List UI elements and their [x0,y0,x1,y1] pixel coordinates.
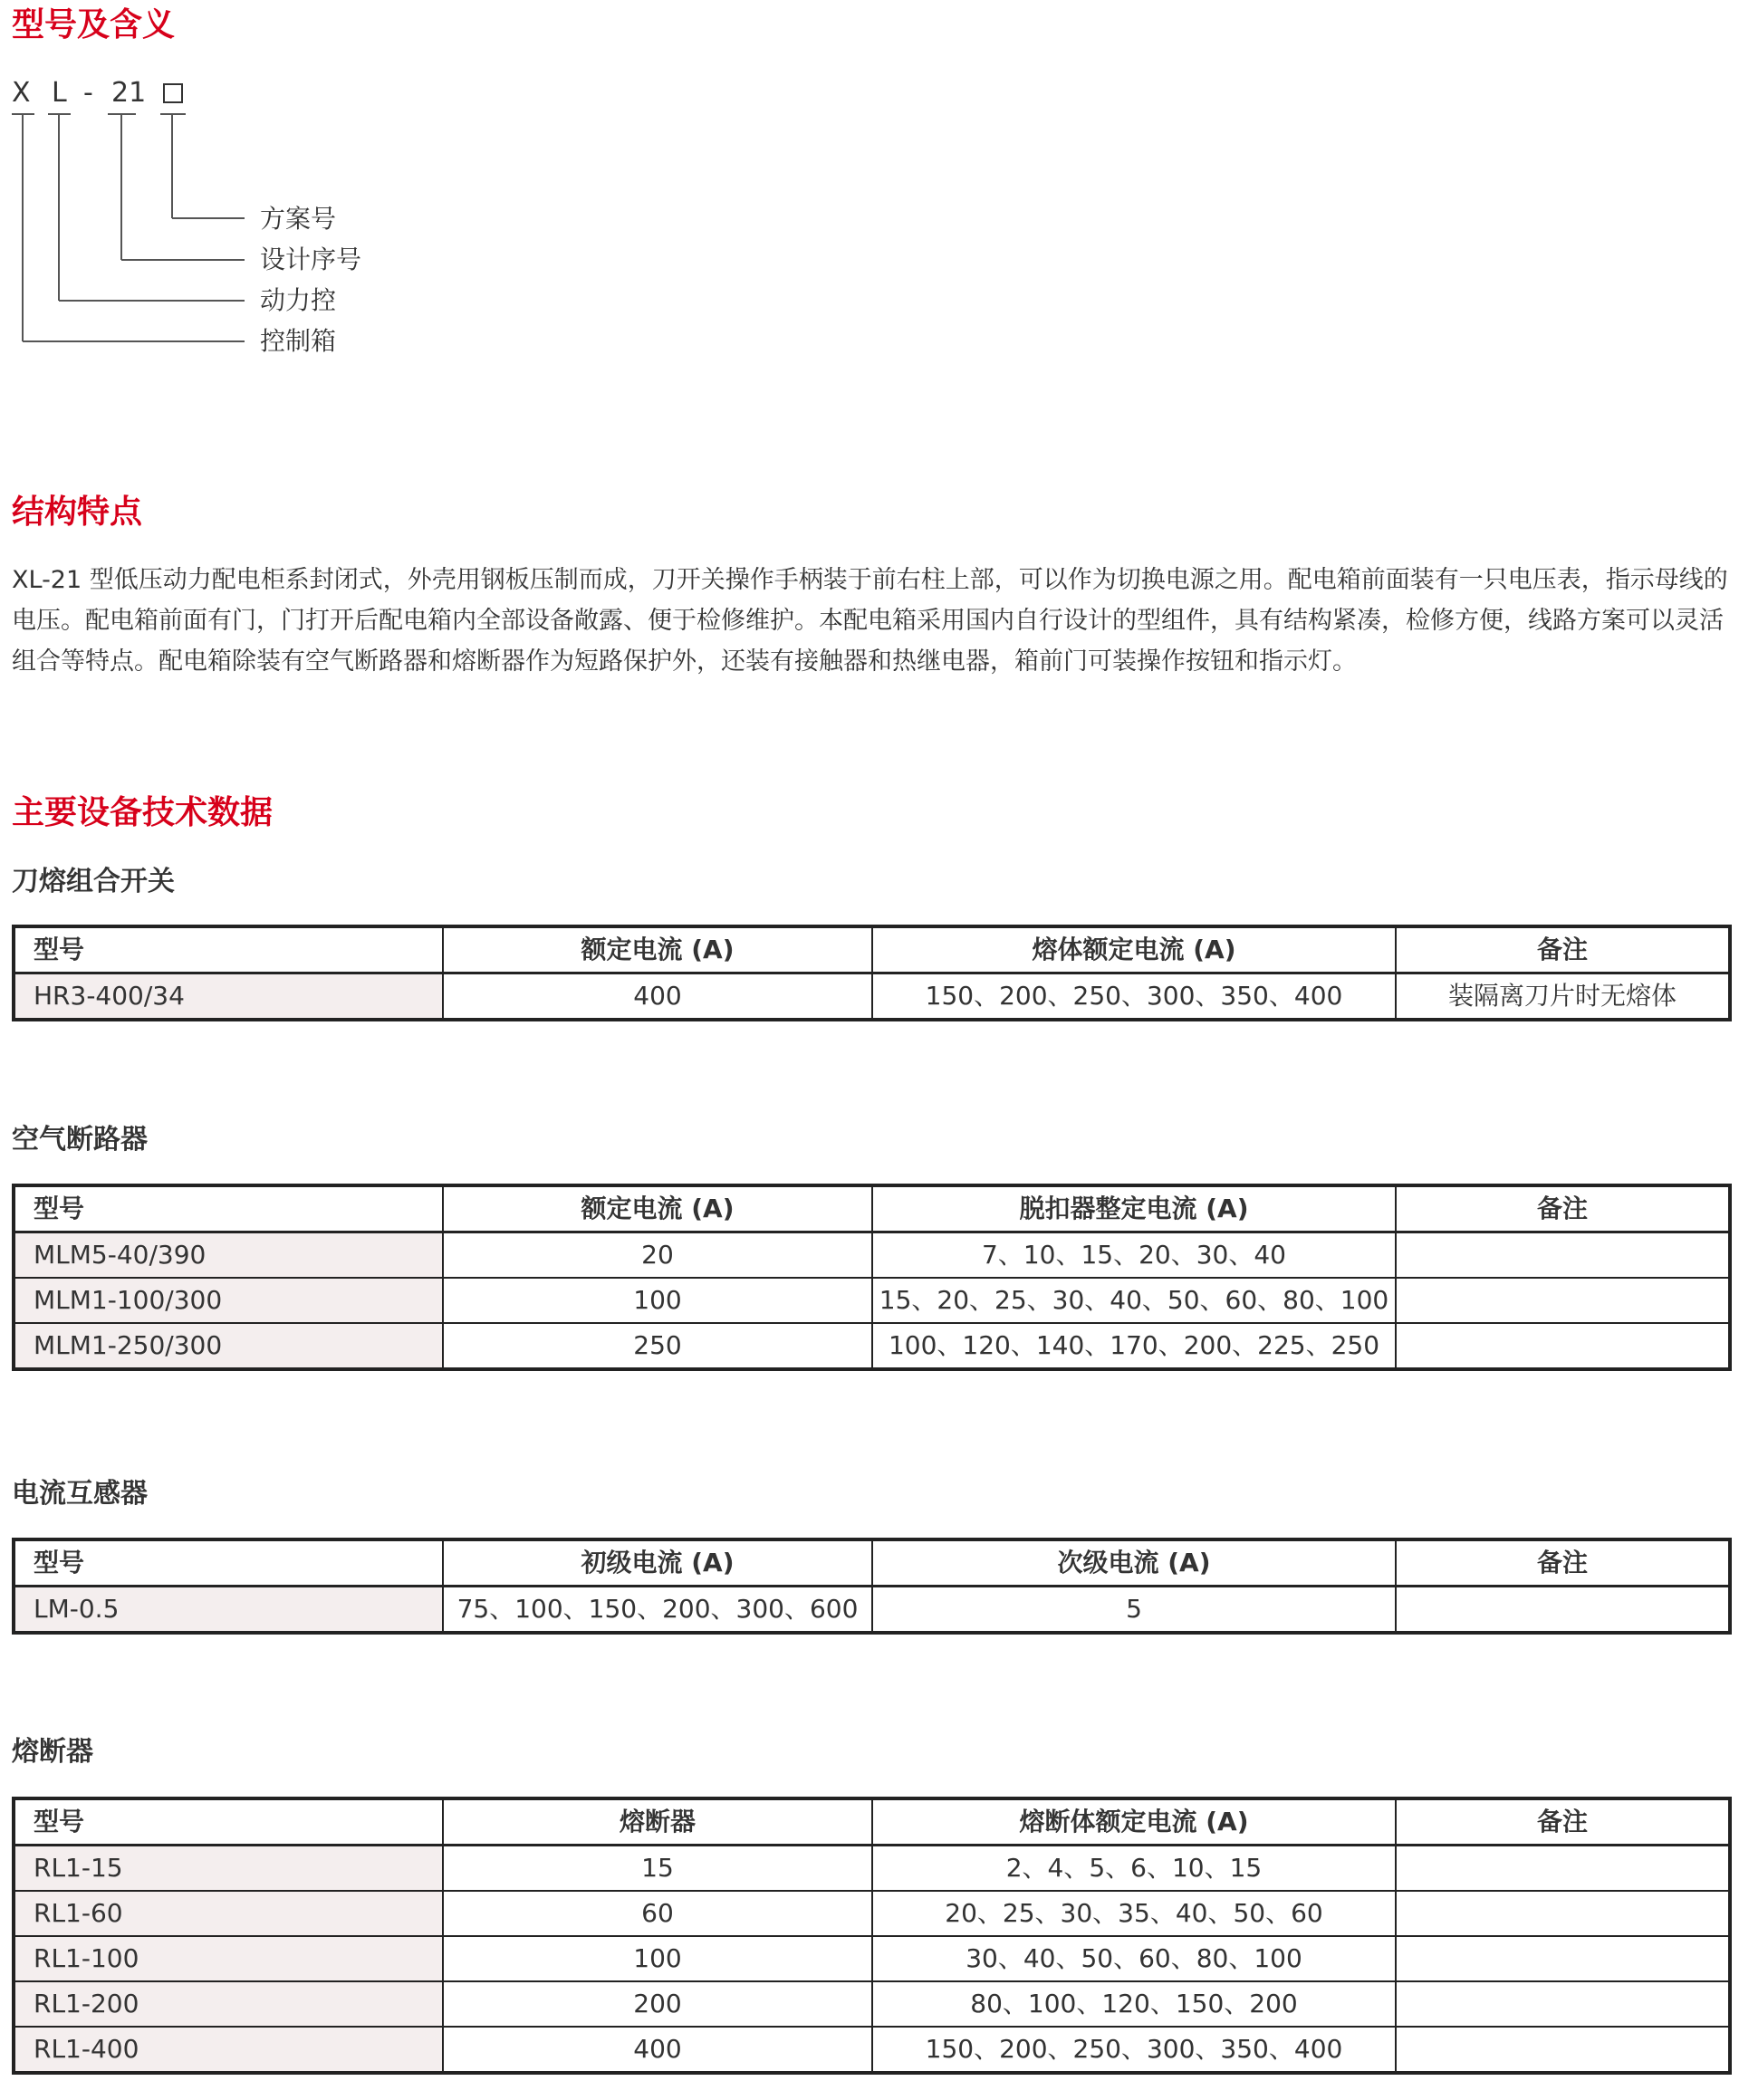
legend-control-box: 控制箱 [260,326,337,356]
header-remark: 备注 [1396,1798,1730,1846]
code-char-dash: - [83,77,93,109]
cell-fuse-link-current: 20、25、30、35、40、50、60 [872,1891,1396,1936]
cell-primary-current: 75、100、150、200、300、600 [443,1587,872,1634]
cell-rated-current: 250 [443,1323,872,1369]
cell-remark [1396,1846,1730,1892]
header-secondary-current: 次级电流 (A) [872,1539,1396,1587]
table-fuse [12,1797,1732,2075]
cell-remark [1396,1232,1730,1279]
cell-remark [1396,1891,1730,1936]
cell-trip-setting-current: 7、10、15、20、30、40 [872,1232,1396,1279]
cell-rated-current: 20 [443,1232,872,1279]
cell-fuse: 60 [443,1891,872,1936]
section-title-structure: 结构特点 [12,494,143,531]
table-row [14,1846,1730,1892]
table-row [14,1232,1730,1279]
cell-model: HR3-400/34 [14,973,443,1021]
table-header-row [14,1539,1730,1587]
table-current-transformer [12,1538,1732,1635]
cell-model: MLM1-250/300 [14,1323,443,1369]
cell-model: MLM5-40/390 [14,1232,443,1279]
cell-model: MLM1-100/300 [14,1278,443,1323]
model-code-bracket-lines [0,0,272,362]
cell-remark [1396,1323,1730,1369]
cell-fuse: 100 [443,1936,872,1981]
cell-fuse-link-current: 30、40、50、60、80、100 [872,1936,1396,1981]
section-title-model: 型号及含义 [12,6,176,43]
code-char-x: X [12,77,31,109]
cell-secondary-current: 5 [872,1587,1396,1634]
cell-model: RL1-200 [14,1981,443,2027]
cell-model: RL1-60 [14,1891,443,1936]
table-row [14,1891,1730,1936]
header-remark: 备注 [1396,1185,1730,1232]
table-title-knife-fuse-switch: 刀熔组合开关 [12,866,175,897]
section-title-tech-data: 主要设备技术数据 [12,794,274,831]
table-header-row [14,1798,1730,1846]
header-fuse: 熔断器 [443,1798,872,1846]
cell-rated-current: 100 [443,1278,872,1323]
header-model: 型号 [14,1539,443,1587]
header-model: 型号 [14,1798,443,1846]
cell-remark [1396,2027,1730,2073]
table-title-air-breaker: 空气断路器 [12,1124,148,1155]
structure-paragraph: XL-21 型低压动力配电柜系封闭式，外壳用钢板压制而成，刀开关操作手柄装于前右柱上部，可以作为切换电源之用。配电箱前面装有一只电压表，指示母线的电压。配电箱前面有门，门打开后配电箱内全部设备敞露、便于检修维护。本配电箱采用国内自行设计的型组件，具有结构紧凑，检修方便，线路方案可以灵活组合等特点。配电箱除装有空气断路器和熔断器作为短路保护外，还装有接触器和热继电器，箱前门可装操作按钮和指示灯。 [12,566,1728,676]
header-model: 型号 [14,926,443,973]
table-row [14,1981,1730,2027]
cell-remark [1396,1587,1730,1634]
header-rated-current: 额定电流 (A) [443,926,872,973]
cell-fuse: 200 [443,1981,872,2027]
cell-model: RL1-100 [14,1936,443,1981]
table-title-fuse: 熔断器 [12,1736,93,1768]
cell-fuse-link-current: 2、4、5、6、10、15 [872,1846,1396,1892]
cell-trip-setting-current: 15、20、25、30、40、50、60、80、100 [872,1278,1396,1323]
code-char-l: L [52,77,67,109]
cell-model: LM-0.5 [14,1587,443,1634]
header-fuse-rated-current: 熔体额定电流 (A) [872,926,1396,973]
cell-remark [1396,1981,1730,2027]
table-header-row [14,1185,1730,1232]
cell-fuse-link-current: 150、200、250、300、350、400 [872,2027,1396,2073]
table-row [14,1936,1730,1981]
code-char-21: 21 [111,77,147,109]
table-row [14,1587,1730,1634]
cell-model: RL1-400 [14,2027,443,2073]
header-model: 型号 [14,1185,443,1232]
header-remark: 备注 [1396,1539,1730,1587]
cell-fuse-link-current: 80、100、120、150、200 [872,1981,1396,2027]
legend-power-control: 动力控 [260,285,337,315]
table-row [14,973,1730,1021]
legend-scheme-no: 方案号 [260,204,337,234]
table-title-current-transformer: 电流互感器 [12,1478,148,1510]
cell-rated-current: 400 [443,973,872,1021]
cell-fuse: 15 [443,1846,872,1892]
cell-remark [1396,1936,1730,1981]
header-trip-setting-current: 脱扣器整定电流 (A) [872,1185,1396,1232]
cell-fuse-rated-current: 150、200、250、300、350、400 [872,973,1396,1021]
legend-design-seq: 设计序号 [260,245,362,274]
header-remark: 备注 [1396,926,1730,973]
cell-trip-setting-current: 100、120、140、170、200、225、250 [872,1323,1396,1369]
header-fuse-link-current: 熔断体额定电流 (A) [872,1798,1396,1846]
header-primary-current: 初级电流 (A) [443,1539,872,1587]
cell-fuse: 400 [443,2027,872,2073]
cell-remark: 装隔离刀片时无熔体 [1396,973,1730,1021]
header-rated-current: 额定电流 (A) [443,1185,872,1232]
table-header-row [14,926,1730,973]
table-row [14,2027,1730,2073]
cell-model: RL1-15 [14,1846,443,1892]
table-air-breaker [12,1184,1732,1371]
cell-remark [1396,1278,1730,1323]
table-knife-fuse-switch [12,925,1732,1021]
table-row [14,1323,1730,1369]
table-row [14,1278,1730,1323]
